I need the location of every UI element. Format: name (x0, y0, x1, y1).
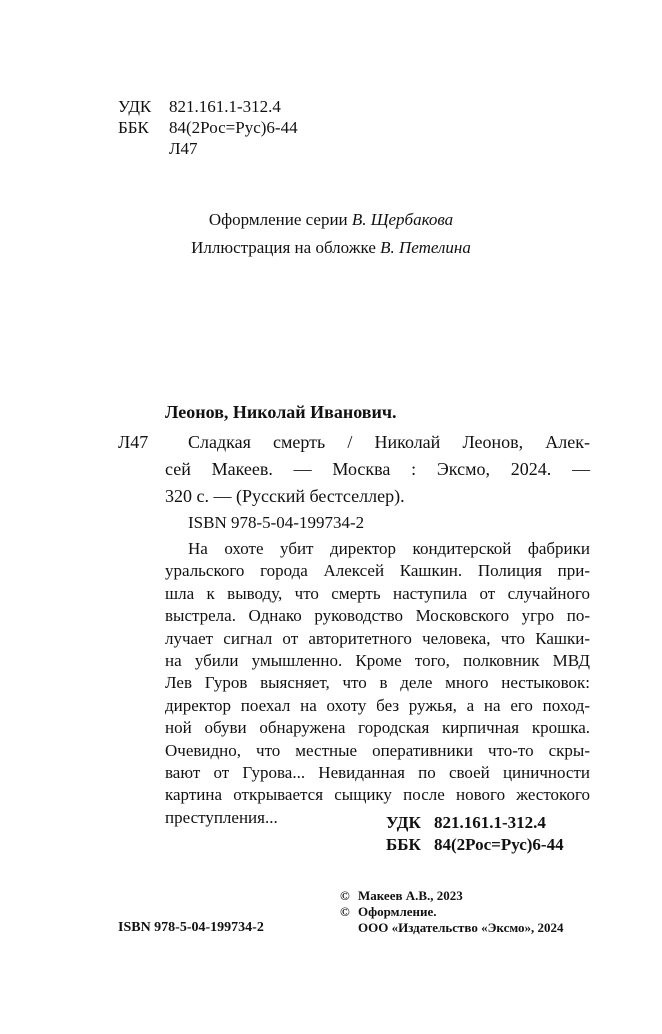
annotation-line: Очевидно, что местные оперативники что-то скры- (165, 740, 590, 760)
annotation-line: уральского города Алексей Кашкин. Полиция при- (165, 561, 590, 581)
annotation-line: картина открывается сыщику после нового жестокого (165, 785, 590, 805)
entry-line-1 (118, 429, 590, 456)
cover-illustration-name: В. Петелина (380, 238, 471, 257)
udk-bottom-label: УДК (386, 813, 421, 832)
bbk-value: 84(2Рос=Рус)6-44 (169, 118, 298, 137)
series-design-prefix: Оформление серии (208, 210, 348, 229)
series-design-credit (0, 210, 662, 230)
copyright-line-1 (340, 888, 564, 904)
annotation-line: преступления... (165, 807, 278, 827)
bbk-bottom-value: 84(2Рос=Рус)6-44 (434, 835, 564, 854)
annotation-line: на убили умышленно. Кроме того, полковник МВД (165, 651, 590, 671)
annotation-line: выстрела. Однако руководство Московского угро по- (165, 606, 590, 626)
copyright-symbol: © (340, 904, 350, 919)
entry-mark: Л47 (118, 432, 149, 452)
copyright-symbol: © (340, 888, 350, 903)
annotation-line: ной обуви обнаружена городская кирпичная крошка. (165, 718, 590, 738)
copyright-line-3 (340, 920, 564, 936)
udk-row (118, 96, 298, 117)
cover-illustration-credit (0, 238, 662, 258)
series-design-name: В. Щербакова (351, 210, 454, 229)
udk-bottom-row (386, 812, 564, 834)
annotation-line: директор поехал на охоту без ружья, а на его поход- (165, 695, 590, 715)
entry-text-2: сей Макеев. — Москва : Эксмо, 2024. — (165, 459, 590, 479)
entry-text-1: Сладкая смерть / Николай Леонов, Алек- (188, 432, 590, 452)
isbn-bottom: ISBN 978-5-04-199734-2 (118, 920, 264, 935)
entry-line-3 (118, 483, 590, 510)
annotation-line: шла к выводу, что смерть наступила от случайного (165, 583, 590, 603)
author-mark: Л47 (169, 139, 198, 158)
author-mark-row (118, 138, 298, 159)
copyright-text-2: Оформление. (358, 904, 437, 919)
annotation-line: вают от Гурова... Невиданная по своей циничности (165, 763, 590, 783)
catalog-entry (118, 429, 590, 510)
author-heading: Леонов, Николай Иванович. (165, 402, 397, 422)
copyright-line-2 (340, 904, 564, 920)
classification-top (118, 96, 298, 159)
annotation (165, 538, 590, 829)
bbk-bottom-row (386, 834, 564, 856)
annotation-line: Лев Гуров выясняет, что в деле много нестыковок: (165, 673, 590, 693)
entry-text-3: 320 с. — (Русский бестселлер). (165, 486, 405, 506)
bbk-bottom-label: ББК (386, 835, 421, 854)
copyright-text-3: ООО «Издательство «Эксмо», 2024 (358, 920, 564, 935)
cover-illustration-prefix: Иллюстрация на обложке (191, 238, 376, 257)
isbn: ISBN 978-5-04-199734-2 (188, 513, 365, 532)
annotation-line: На охоте убит директор кондитерской фабрики (188, 539, 590, 558)
classification-bottom (386, 812, 564, 856)
copyright-text-1: Макеев А.В., 2023 (358, 888, 463, 903)
annotation-line: лучает сигнал от авторитетного человека, что Кашки- (165, 628, 590, 648)
udk-label: УДК (118, 97, 152, 116)
bbk-label: ББК (118, 118, 149, 137)
copyright-block (340, 888, 564, 936)
entry-line-2 (118, 456, 590, 483)
udk-value: 821.161.1-312.4 (169, 97, 281, 116)
udk-bottom-value: 821.161.1-312.4 (434, 813, 546, 832)
bbk-row (118, 117, 298, 138)
